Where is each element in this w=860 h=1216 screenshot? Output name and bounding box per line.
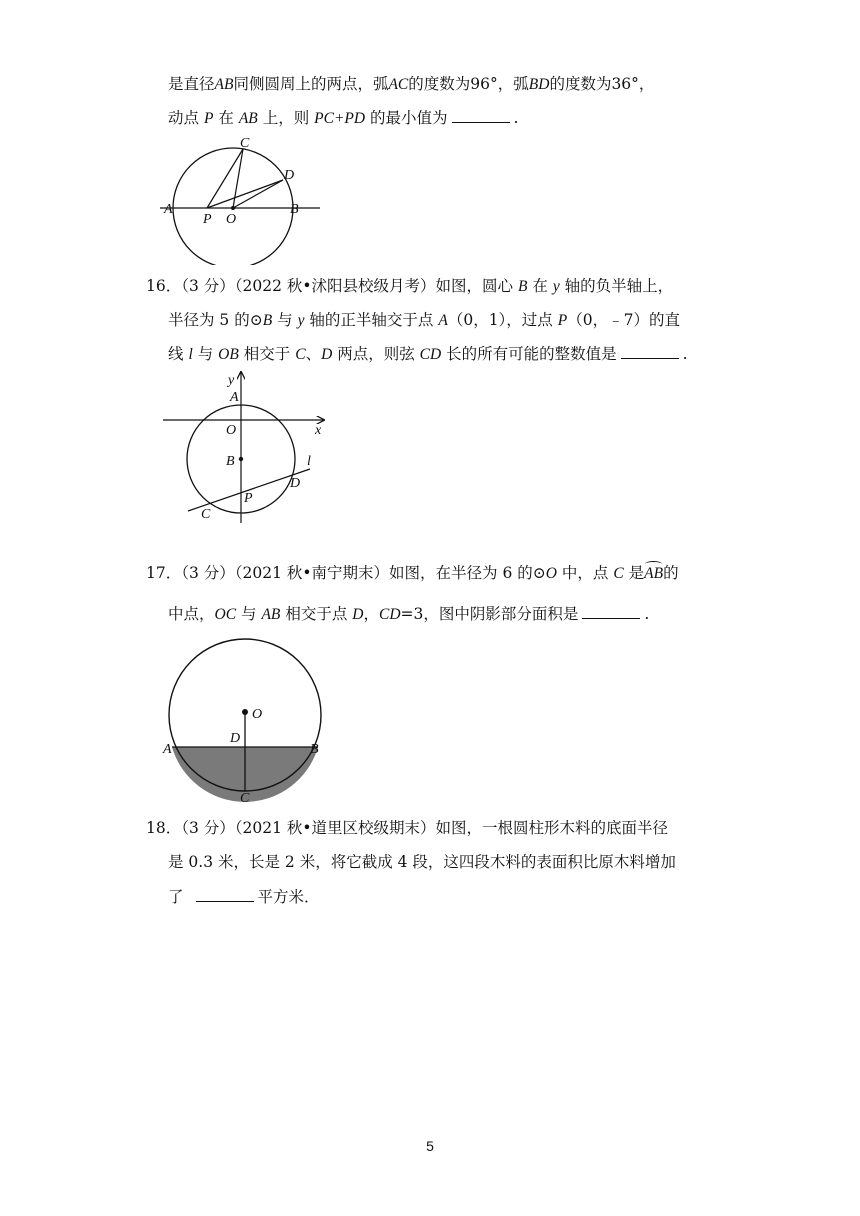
label-C: C bbox=[240, 791, 250, 805]
label-B: B bbox=[226, 454, 235, 469]
label-D: D bbox=[230, 731, 241, 746]
answer-blank-16[interactable] bbox=[621, 343, 679, 359]
label-O: O bbox=[226, 212, 237, 227]
q18-line2: 是 0.3 米，长是 2 米，将它截成 4 段，这四段木料的表面积比原木料增加 bbox=[168, 853, 676, 871]
label-C: C bbox=[201, 507, 211, 522]
q16-line1: 16．（3 分）（2022 秋•沭阳县校级月考）如图，圆心 B 在 y 轴的负半轴上， bbox=[146, 277, 674, 295]
answer-blank-15[interactable] bbox=[452, 107, 510, 123]
q16-line2: 半径为 5 的⊙B 与 y 轴的正半轴交于点 A（0，1），过点 P（0，﹣7）的直 bbox=[168, 311, 680, 329]
q15-line1: 是直径AB同侧圆周上的两点，弧AC的度数为96°，弧BD的度数为36°， bbox=[168, 75, 655, 93]
label-O: O bbox=[226, 423, 237, 438]
q17-line2: 中点，OC 与 AB 相交于点 D，CD=3，图中阴影部分面积是 . bbox=[168, 605, 650, 623]
q15-line2: 动点 P 在 AB 上，则 PC+PD 的最小值为 . bbox=[168, 109, 519, 127]
label-C: C bbox=[240, 136, 250, 151]
label-A: A bbox=[163, 742, 172, 757]
label-A: A bbox=[230, 390, 239, 405]
label-l: l bbox=[307, 454, 311, 469]
answer-blank-17[interactable] bbox=[582, 603, 640, 619]
label-A: A bbox=[164, 202, 173, 217]
figure-q16-coordinate-circle bbox=[160, 368, 340, 528]
label-B: B bbox=[310, 742, 319, 757]
label-B: B bbox=[290, 202, 299, 217]
label-D: D bbox=[290, 476, 301, 491]
label-y: y bbox=[228, 373, 235, 388]
label-O: O bbox=[252, 707, 263, 722]
answer-blank-18[interactable] bbox=[196, 886, 254, 902]
label-P: P bbox=[203, 212, 212, 227]
q18-line1: 18．（3 分）（2021 秋•道里区校级期末）如图，一根圆柱形木料的底面半径 bbox=[146, 819, 669, 837]
figure-q15-circle bbox=[160, 135, 340, 265]
label-P: P bbox=[244, 491, 253, 506]
q18-line3: 了 平方米． bbox=[168, 888, 320, 906]
q17-line1: 17．（3 分）（2021 秋•南宁期末）如图，在半径为 6 的⊙O 中，点 C 是AB的 bbox=[146, 564, 679, 582]
figure-q17-shaded-segment bbox=[160, 630, 340, 805]
q16-line3: 线 l 与 OB 相交于 C、D 两点，则弦 CD 长的所有可能的整数值是 . bbox=[168, 345, 688, 363]
label-x: x bbox=[315, 423, 322, 438]
page-number: 5 bbox=[426, 1138, 434, 1154]
label-D: D bbox=[284, 168, 295, 183]
